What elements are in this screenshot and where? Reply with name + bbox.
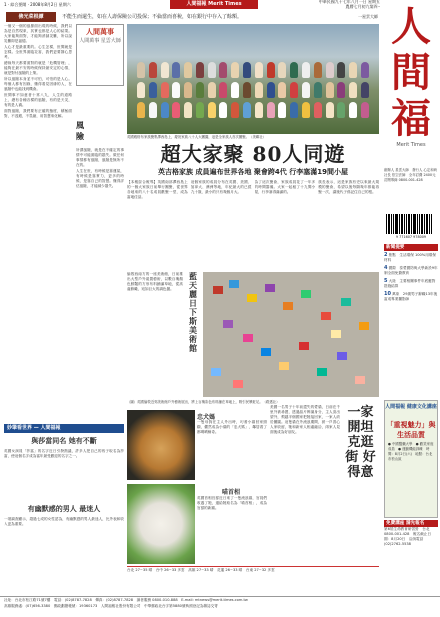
crowd-row (137, 62, 369, 80)
fabric-square (233, 380, 243, 388)
news-item[interactable] (384, 266, 438, 276)
fabric-square (301, 290, 311, 298)
masthead-logo (382, 4, 440, 154)
pet-story-body: 美國一名男子十年前遺失的愛貓，日前在千里外被尋獲，透過晶片辨識身分，主人喜出望外，飛越半個國家把牠接回家，一家人終於團圓。這隻貓在外流浪期間，被一戶善心人家收留，牠和新家人相處融洽，兩家人見面後成為好朋友。 (270, 405, 340, 434)
column-title-char: 險 (76, 131, 84, 141)
art-vertical-title: 藍天麗日下斯美術館 (189, 271, 197, 353)
column-b-body (76, 148, 124, 418)
footer (0, 596, 440, 617)
lecture-ad[interactable] (384, 400, 438, 518)
article-column: 這個家族的成員分布在英國、美國、加拿大、澳洲等地，年紀最大的已經九十歲，最小的只有幾個月大。 (190, 180, 252, 194)
dog-photo (127, 410, 195, 480)
weather-strip: 台北 27~35 晴 台中 26~33 多雲 高雄 27~33 晴 花蓮 26~33 晴 台東 27~32 多雲 (127, 566, 379, 580)
issue-date (298, 0, 380, 9)
news-item-page: 10 (384, 291, 391, 297)
crowd-row (137, 82, 369, 100)
free-lecture-header: 免費講座 請先報名 (384, 520, 438, 527)
ad-title: 人間福報 健康文化講座 (385, 404, 437, 410)
barcode-icon (386, 214, 436, 234)
news-item-text: 萬象 29歲男子辭職13年後當成專業攝影師 (384, 292, 438, 301)
column-a-paragraph: 總裁每天都要面對的就是「危機管理」，能夠在最不安的時候保持最安定的心情，就是對付風險的上策。 (4, 61, 72, 75)
column-title (76, 120, 124, 142)
news-item-text: 焦點 生活環保 100%用環保材料 (384, 253, 436, 262)
column-a-paragraph: 人心才是最重要的。心生怎樣，世間就是怎樣。全世界面臨災害，我們更要靜心思考。 (4, 45, 72, 59)
column-a-paragraph: 一個又一個的風暴面出現的時候，我們以為是自然現象，其實也都是人心的結果。大家能夠面對，才能夠消滅災難，所以說災難即是福德。 (4, 24, 72, 43)
ad-headline: 生活品質 (397, 431, 425, 439)
section-bar: 妙筆看世界 — 人間福報 (4, 424, 124, 433)
column-b-header (76, 24, 124, 86)
family-group-photo (127, 24, 379, 134)
news-item-page: 2 (384, 252, 388, 258)
sub-headline: 英吉格家族 成員遍布世界各地 聚會跨4代 行李塞滿19間小屋 (158, 168, 348, 176)
quote-tag: 佛光菜根譚 (6, 12, 56, 22)
column-section: 人間萬事 星雲大師 (79, 38, 121, 44)
quote-author: 一星雲大師 (358, 14, 378, 19)
lower-left-section (4, 424, 124, 574)
pet-story-title: 忠犬媽 (197, 414, 216, 421)
column-a-paragraph: 世間事不如意者十常八九，人生的道路上，總有各種各樣的風險，有的是天災，有的是人禍。 (4, 93, 72, 107)
fabric-square (211, 368, 221, 376)
main-headline: 超大家聚 80人同遊 (160, 142, 346, 166)
fabric-square (299, 342, 309, 350)
news-item-text: 國際 泰愛國防與大學新設9年制全面免費教育 (384, 266, 438, 275)
logo-char: 間 (391, 49, 431, 96)
page-number: 1 · 綜合要聞 · 2008年8月2日 星期六 (4, 2, 71, 7)
footer-line: 社址：台北市松江路71號7樓 電話：(02)8787-7828 傳真：(02)8787-7828 讀者服務 0800-010-888 E-mail: mtnews@merit-times.com.tw (4, 598, 248, 602)
fabric-square (337, 352, 347, 360)
photo-caption: 英國雅格布家族聚集澤西島上，慶祝家族八十人大團圓，這是全家族人首次團聚。（美聯社） (127, 135, 267, 139)
fabric-square (317, 368, 327, 376)
column-a (4, 24, 72, 424)
article-body (127, 180, 379, 270)
left-column (4, 24, 124, 424)
cat-photo (127, 484, 195, 564)
fabric-square (331, 330, 341, 338)
article-column: 【本報綜合報導】英國南部澤西島上的一個大家族日前舉行團聚，從世界各地來的八十名成員歡聚一堂，成為當地佳話。 (127, 180, 188, 199)
art-installation-photo (203, 272, 379, 397)
fabric-square (321, 312, 331, 320)
quote-text: 不能生而還生，如在人壽保險公司投保；不倫當而喜稅，如在銀行中存入了餘額。 (62, 14, 243, 20)
issue-date-line2: 農曆七月初九第四·· (345, 3, 380, 9)
story-body: 英國女演員「莎當」的名字近日引發熱議，許多人把自己的孩子取名為莎當，使這個名字成為當年最受歡迎的名字之一。 (4, 449, 124, 458)
column-a-paragraph: 所以風險本身並不可怕，可怕的是人心。每個人都有因緣，懂得看見因緣的人，在風險中也能找到機會。 (4, 77, 72, 91)
fabric-square (265, 284, 275, 292)
news-item[interactable] (384, 253, 438, 263)
column-b-paragraph: 所謂風險，就是在不確定的事情中可能面臨的損失。做任何事情都有風險，風險是無所不在的。 (76, 148, 124, 167)
news-item-page: 4 (384, 265, 388, 271)
logo-english: Merit Times (396, 142, 426, 148)
logo-char: 人 (391, 3, 431, 50)
news-item-text: 大陸 主要相關事件年底應對措施結算 (384, 279, 436, 288)
column-kicker: 人間萬事 (86, 27, 114, 36)
free-lecture-box[interactable] (384, 520, 438, 547)
quote-banner (6, 12, 378, 22)
logo-char: 福 (391, 95, 431, 142)
pet-story-title: 喵首相 (222, 489, 241, 496)
news-summary (384, 244, 438, 302)
fabric-square (355, 376, 365, 384)
isbn-number: 9 771607 978009 (395, 235, 427, 239)
fabric-square (283, 302, 293, 310)
column-a-paragraph: 面對風險，我們要有正確的態度，積極面對，不逃避，不畏縮，用智慧來化解。 (4, 109, 72, 118)
column-b-paragraph: 人生在世，有時候是靠運氣，有時候是靠實力，更多的時候，是靠自己的智慧。懂得評估風險，才能減少損失。 (76, 169, 124, 188)
top-header-strip (0, 0, 440, 9)
vertical-headline: 一家開坦克逛街 好得意 (345, 405, 376, 480)
footer-line: 高雄服務處：(07)656-3380 郵政劃撥帳號：19360173 人間福報社股份有限公司 中華郵政北台字第5880號執照登記為雜誌交寄 (4, 604, 218, 608)
story-title: 有幽默感的男人 最迷人 (27, 504, 101, 513)
fabric-square (341, 298, 351, 306)
article-column: 為了這次聚會，家族成員花了一年多的時間籌備。大家一起租了十九間小屋，行李塞得滿滿的。 (254, 180, 316, 194)
fabric-square (243, 334, 253, 342)
issue-date-line1: 中華民國九十七年八月一日 星期五 (318, 0, 380, 4)
ad-details: ● 中國醫藥大學 ● 歡笑家庭成員 ● 運動機能訓練 時間：8月2日(六) 地點：台北市松山區 (388, 442, 434, 461)
story-title: 與莎當同名 她有不斷 (31, 436, 97, 445)
news-item[interactable] (384, 279, 438, 289)
masthead-small: 人間福報 Merit Times (170, 0, 258, 9)
fabric-square (223, 320, 233, 328)
news-summary-header: 新聞提要 (384, 244, 438, 251)
fabric-square (213, 286, 223, 294)
column-b (76, 24, 124, 424)
article-column: 族長表示，這是家族有史以來最大規模的聚會，希望以後每隔幾年都能再聚一次，讓後代子孫記住自己的根。 (318, 180, 379, 194)
fabric-square (247, 294, 257, 302)
free-lecture-text: 第6屆生命教育研習營 台北 0800-001-428 報名截止日期：8月20日 洽詢電話 (02)2762-5538 (384, 527, 432, 546)
story-body: 一項調查顯示，超過七成的女性認為，有幽默感的男人最迷人，比外表和收入更為重要。 (4, 517, 124, 526)
column-title-char: 風 (76, 120, 84, 130)
news-item[interactable] (384, 292, 438, 302)
fabric-square (261, 348, 271, 356)
right-sidebar (382, 0, 440, 617)
publisher-info: 創辦人 星雲大師 發行人 心定和尚 社長 依空法師 全年訂費 2400元 訂閱專線 0800-001-428 (384, 168, 438, 182)
news-item-page: 5 (384, 278, 388, 284)
art-article-text: 倫敦西南方的一座美術館，日前推出大型戶外裝置藝術，以數百塊顏色鮮豔的方形布料鋪滿草地，從高處俯瞰，宛如巨大的調色盤。 (127, 272, 183, 291)
fabric-square (359, 322, 369, 330)
pet-story-body: 英國首相官邸近日來了一隻流浪貓，官員們收養了牠，還給牠取名為「喵首相」，成為官邸的新寵。 (197, 496, 267, 510)
pet-story-body: 一隻母狗在主人外出時，叼著小貓回家照顧，儼然成為小貓的「忠犬媽」，鄰居看了都嘖嘖稱奇。 (197, 420, 267, 434)
art-caption: （圖）英國倫敦近郊美術館戶外藝術展出，將上百塊彩色布料鋪在草地上，吸引民眾駐足。（路透社） (127, 400, 280, 404)
crowd-row (137, 102, 369, 120)
ad-headline: 「重視魅力」與 (386, 421, 436, 429)
fabric-square (229, 280, 239, 288)
fabric-square (279, 362, 289, 370)
